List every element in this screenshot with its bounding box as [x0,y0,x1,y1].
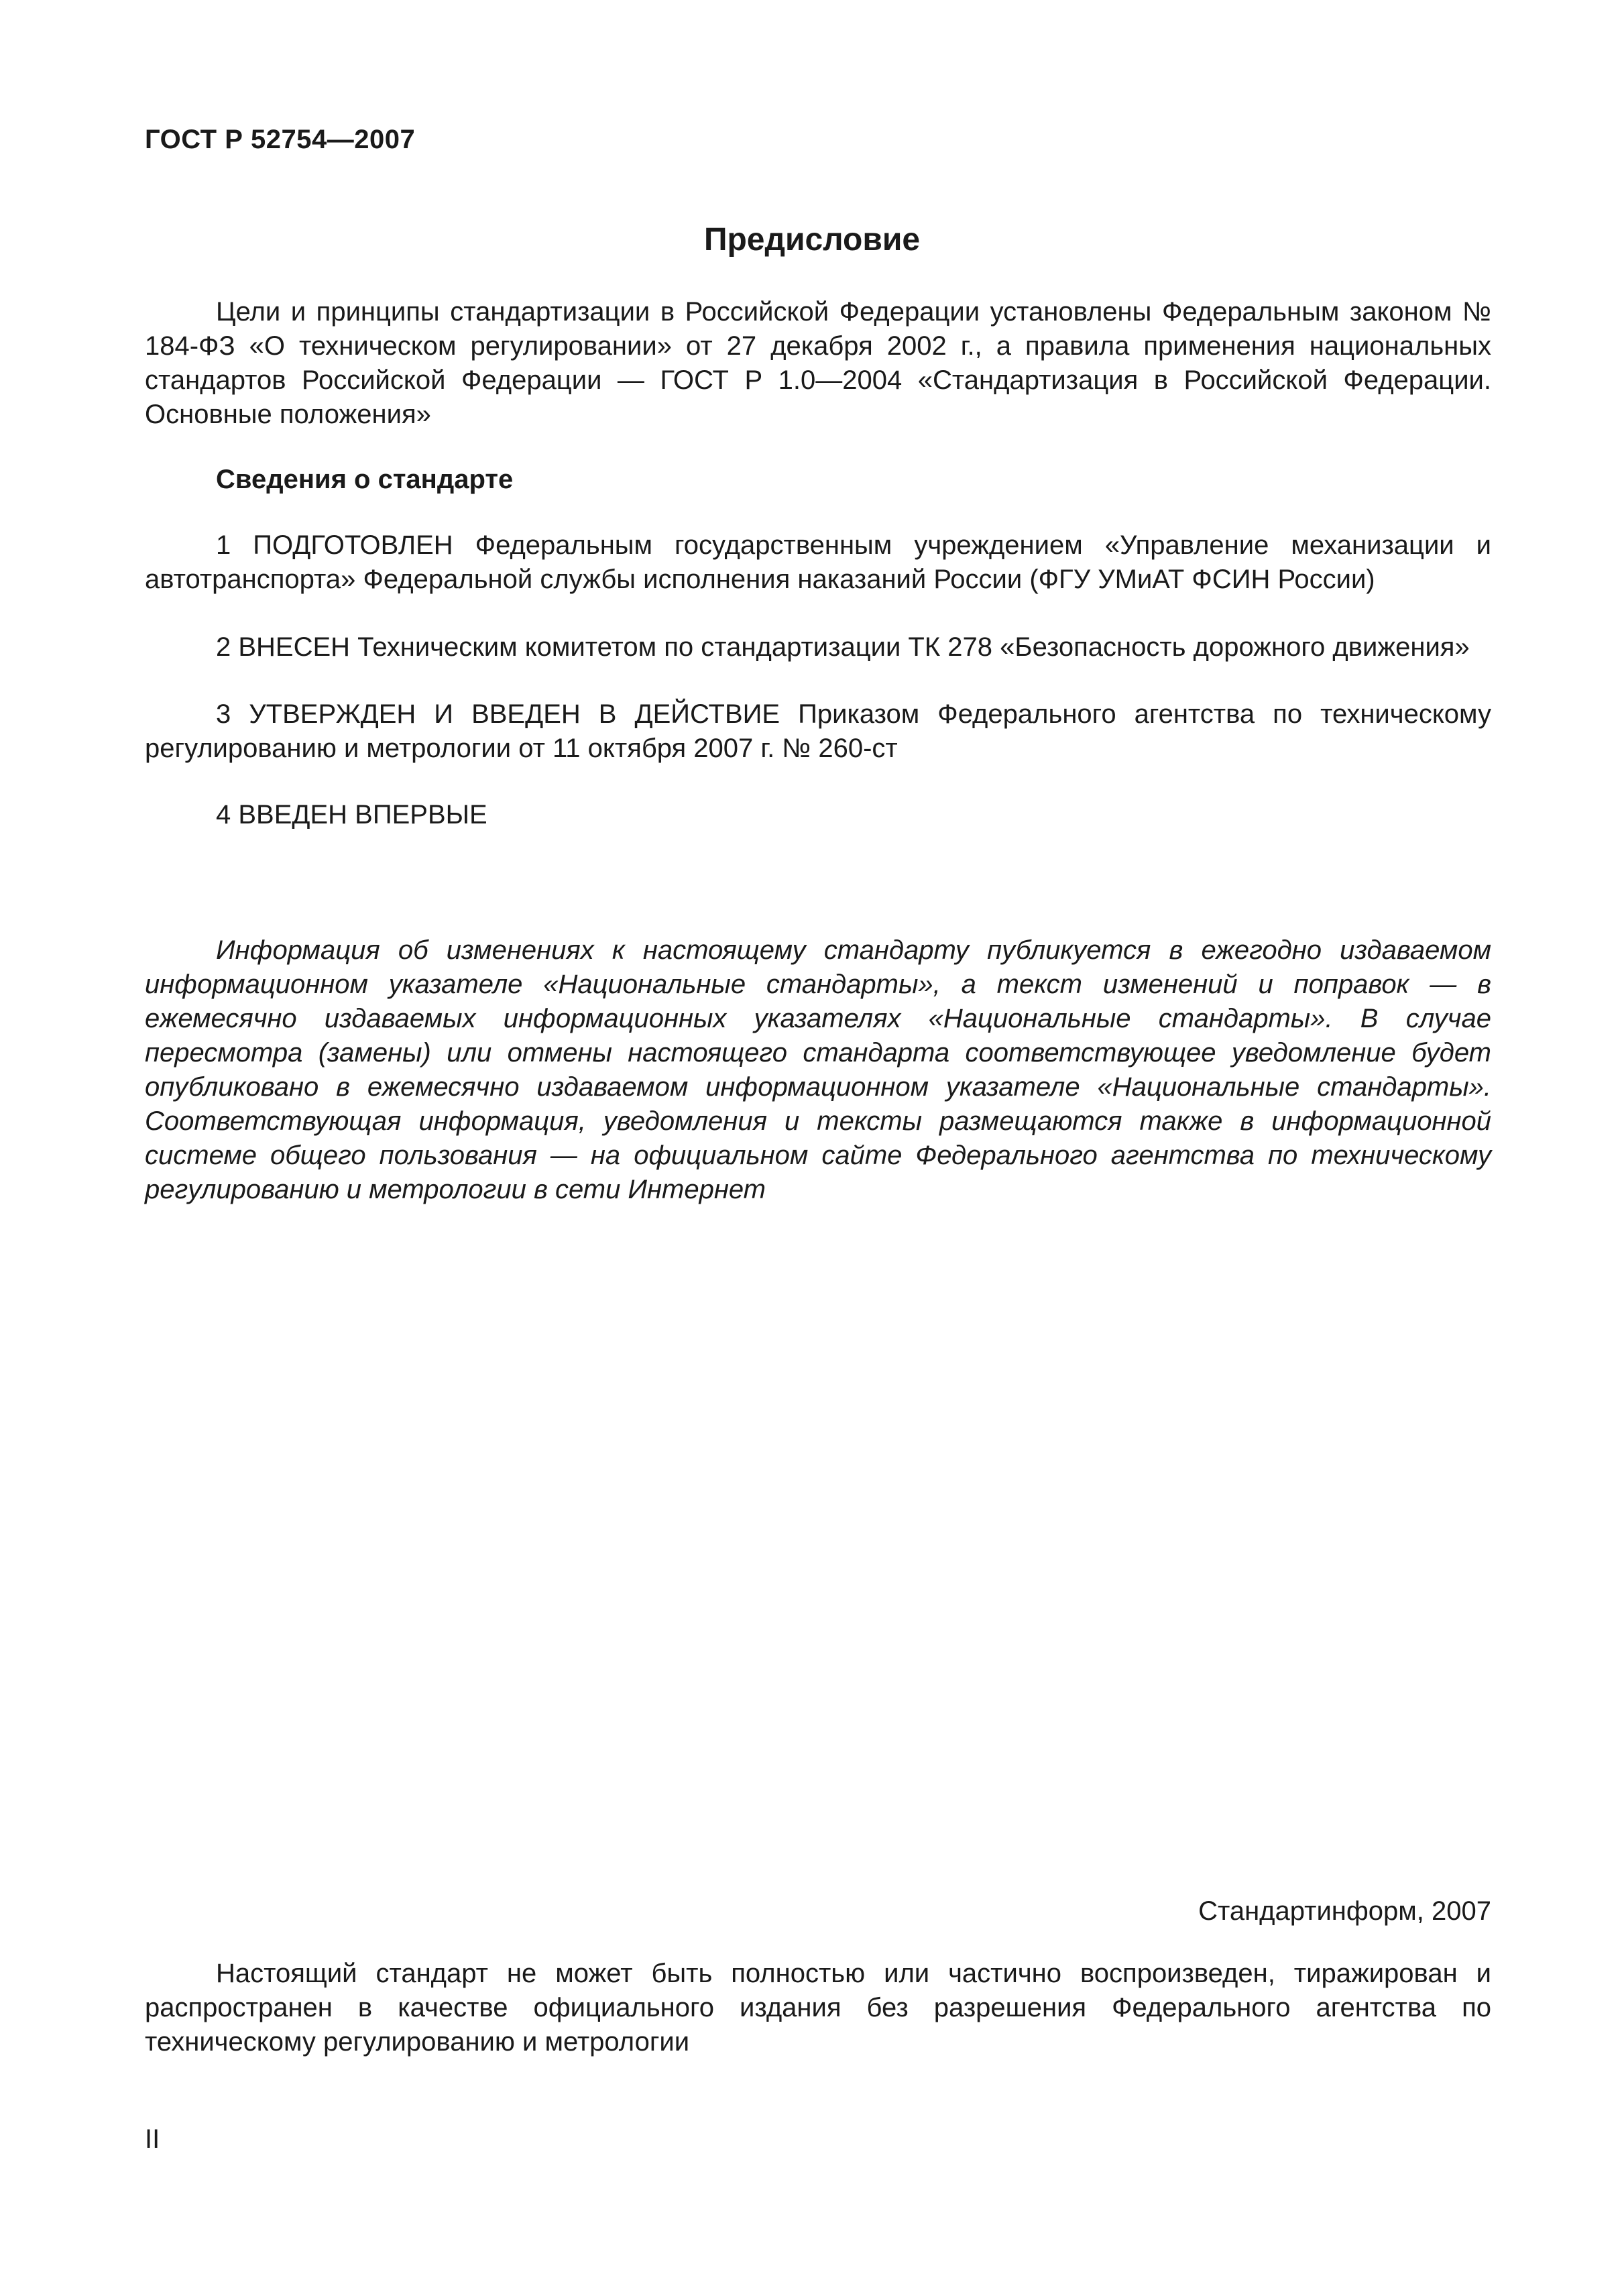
item-approved-text: 3 УТВЕРЖДЕН И ВВЕДЕН В ДЕЙСТВИЕ Приказом Федерального агентства по техническому регулированию и метрологии от 11 октября 2007 г. № 260-ст [145,699,1491,763]
info-notice-text: Информация об изменениях к настоящему стандарту публикуется в ежегодно издаваемом информационном указателе «Национальные стандарты», а текст изменений и поправок — в ежемесячно издаваемых информационных указателях «Национальные стандарты». В случае пересмотра (замены) или отмены настоящего стандарта соответствующее уведомление будет опубликовано в ежемесячно издаваемом информационном указателе «Национальные стандарты». Соответствующая информация, уведомления и тексты размещаются также в информационной системе общего пользования — на официальном сайте Федерального агентства по техническому регулированию и метрологии в сети Интернет [145,935,1491,1204]
list-item [145,798,1491,832]
svedeniya-heading-text: Сведения о стандарте [216,465,514,494]
item-first-introduced-text: 4 ВВЕДЕН ВПЕРВЫЕ [216,800,487,829]
page-title: Предисловие [703,222,921,257]
page-number: II [145,2124,160,2154]
item-prepared-text: 1 ПОДГОТОВЛЕН Федеральным государственным учреждением «Управление механизации и автотранспорта» Федеральной службы исполнения наказаний России (ФГУ УМиАТ ФСИН России) [145,530,1491,594]
copyright-notice [145,1957,1491,2059]
publisher-line: Стандартинформ, 2007 [1198,1896,1491,1926]
list-item [145,697,1491,766]
intro-text: Цели и принципы стандартизации в Российской Федерации установлены Федеральным законом № 184-ФЗ «О техническом регулировании» от 27 декабря 2002 г., а правила применения национальных стандартов Российской Федерации — ГОСТ Р 1.0—2004 «Стандартизация в Российской Федерации. Основные положения» [145,297,1491,429]
intro-paragraph [145,295,1491,432]
document-code: ГОСТ Р 52754—2007 [145,125,416,154]
svedeniya-section-heading [145,463,1491,497]
info-notice [145,933,1491,1207]
copyright-text: Настоящий стандарт не может быть полностью или частично воспроизведен, тиражирован и распространен в качестве официального издания без разрешения Федерального агентства по техническому регулированию и метрологии [145,1959,1491,2057]
list-item [145,630,1491,665]
list-item [145,528,1491,597]
item-introduced-by-text: 2 ВНЕСЕН Техническим комитетом по стандартизации ТК 278 «Безопасность дорожного движения» [216,632,1470,662]
